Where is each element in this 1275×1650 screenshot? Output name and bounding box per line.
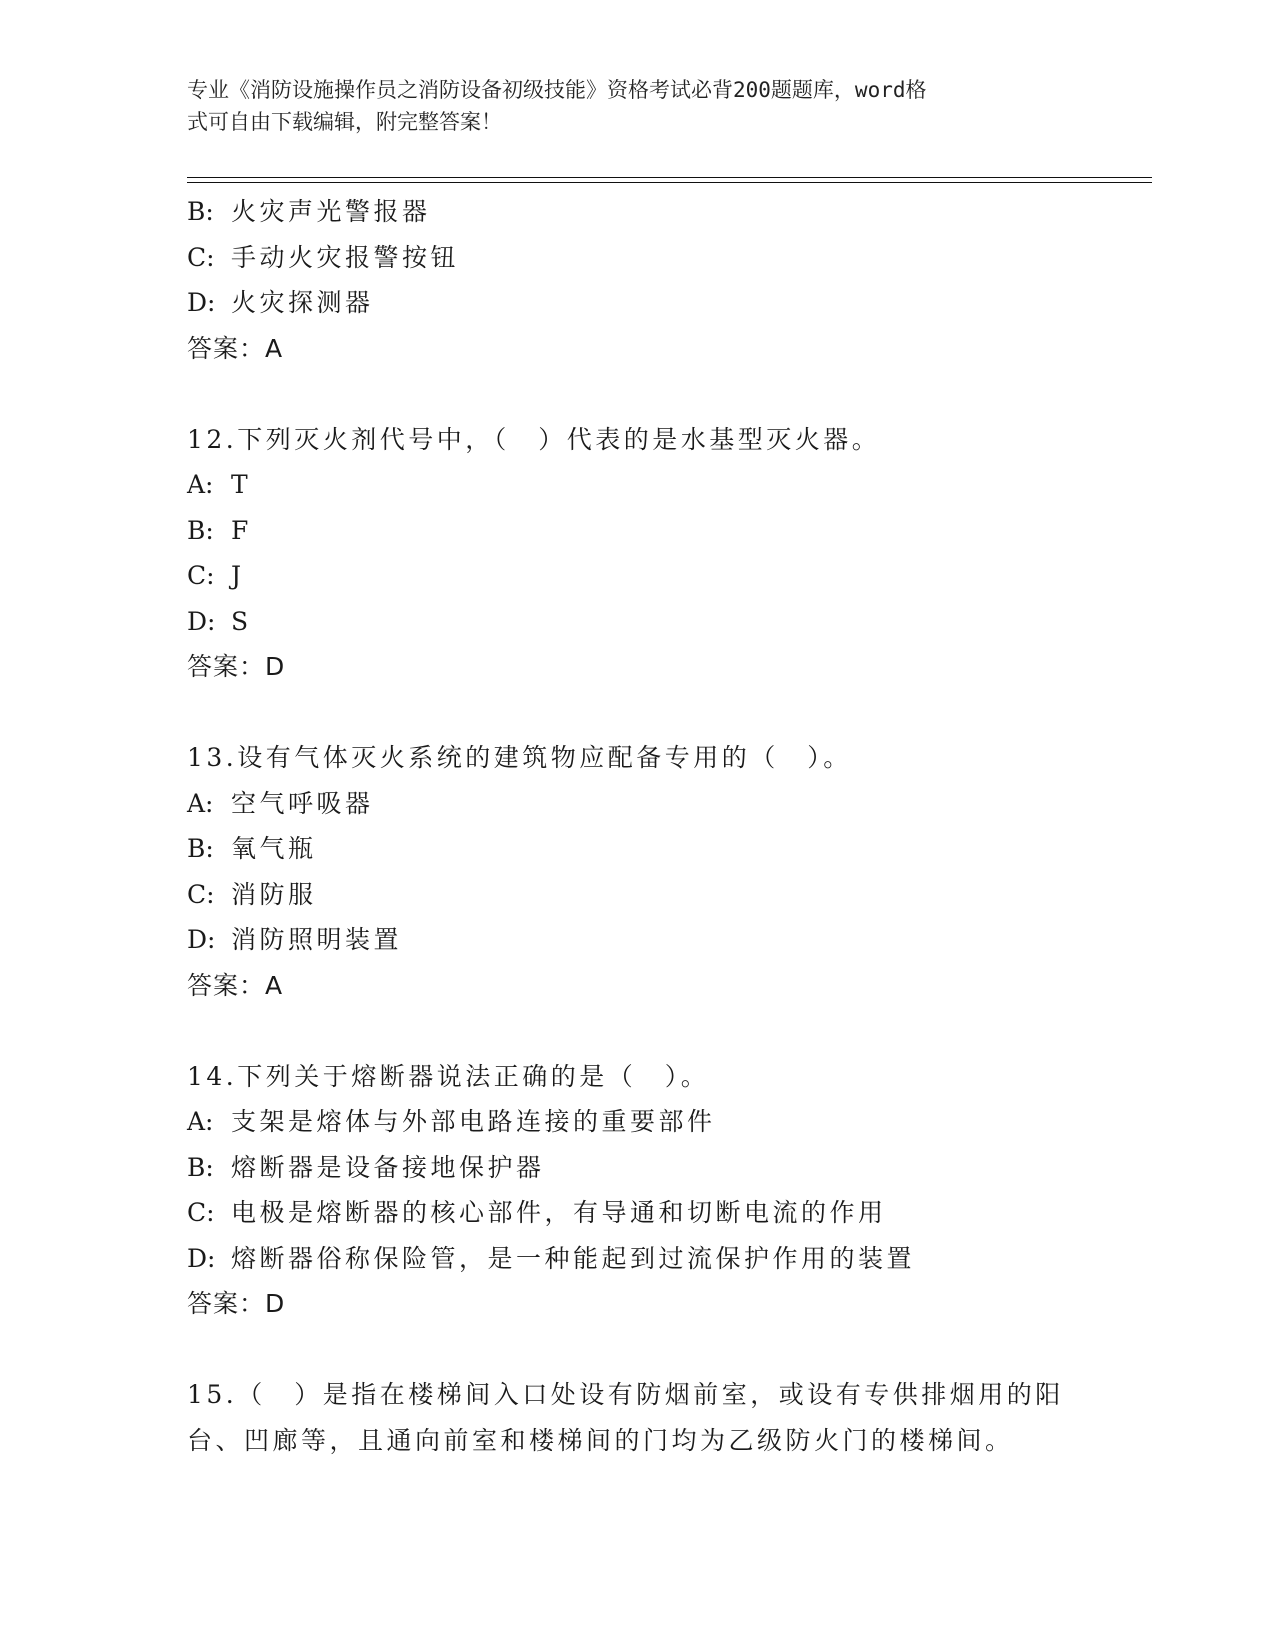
option-d: D: 熔断器俗称保险管，是一种能起到过流保护作用的装置	[187, 1243, 916, 1273]
question-stem-line-1: 15.（ ）是指在楼梯间入口处设有防烟前室，或设有专供排烟用的阳	[187, 1380, 1064, 1409]
option-c: C: 电极是熔断器的核心部件，有导通和切断电流的作用	[187, 1198, 887, 1227]
header-line-1: 专业《消防设施操作员之消防设备初级技能》资格考试必背200题题库，word格	[187, 78, 927, 102]
question-12	[187, 417, 1127, 690]
option-a: A: T	[187, 470, 252, 499]
option-b: B: F	[187, 515, 252, 545]
question-11-continued	[187, 189, 1127, 371]
question-stem: 12.下列灭火剂代号中，（ ）代表的是水基型灭火器。	[187, 424, 881, 454]
option-b: B: 熔断器是设备接地保护器	[187, 1152, 545, 1182]
option-c: C: 消防服	[187, 879, 317, 909]
answer: 答案：A	[187, 333, 284, 363]
option-a: A: 空气呼吸器	[187, 788, 374, 818]
option-d: D: 火灾探测器	[187, 288, 374, 317]
answer: 答案：D	[187, 1289, 286, 1318]
option-a: A: 支架是熔体与外部电路连接的重要部件	[187, 1107, 716, 1136]
answer: 答案：D	[187, 652, 286, 681]
question-stem: 14.下列关于熔断器说法正确的是（ ）。	[187, 1061, 710, 1091]
option-d: D: S	[187, 606, 252, 636]
question-14	[187, 1054, 1127, 1327]
question-stem: 13.设有气体灭火系统的建筑物应配备专用的（ ）。	[187, 743, 852, 772]
header-line-2: 式可自由下载编辑，附完整答案！	[187, 110, 502, 134]
option-b: B: 火灾声光警报器	[187, 197, 431, 226]
document-header	[187, 74, 1067, 138]
answer: 答案：A	[187, 970, 284, 1000]
option-b: B: 氧气瓶	[187, 834, 317, 863]
question-13	[187, 735, 1127, 1008]
option-c: C: 手动火灾报警按钮	[187, 242, 460, 272]
question-list	[187, 189, 1127, 1463]
question-stem-line-2: 台、凹廊等，且通向前室和楼梯间的门均为乙级防火门的楼梯间。	[187, 1425, 1014, 1455]
option-d: D: 消防照明装置	[187, 925, 403, 954]
question-15	[187, 1372, 1127, 1463]
header-divider-top	[187, 177, 1152, 178]
option-c: C: J	[187, 561, 245, 590]
header-divider-bottom	[187, 182, 1152, 183]
